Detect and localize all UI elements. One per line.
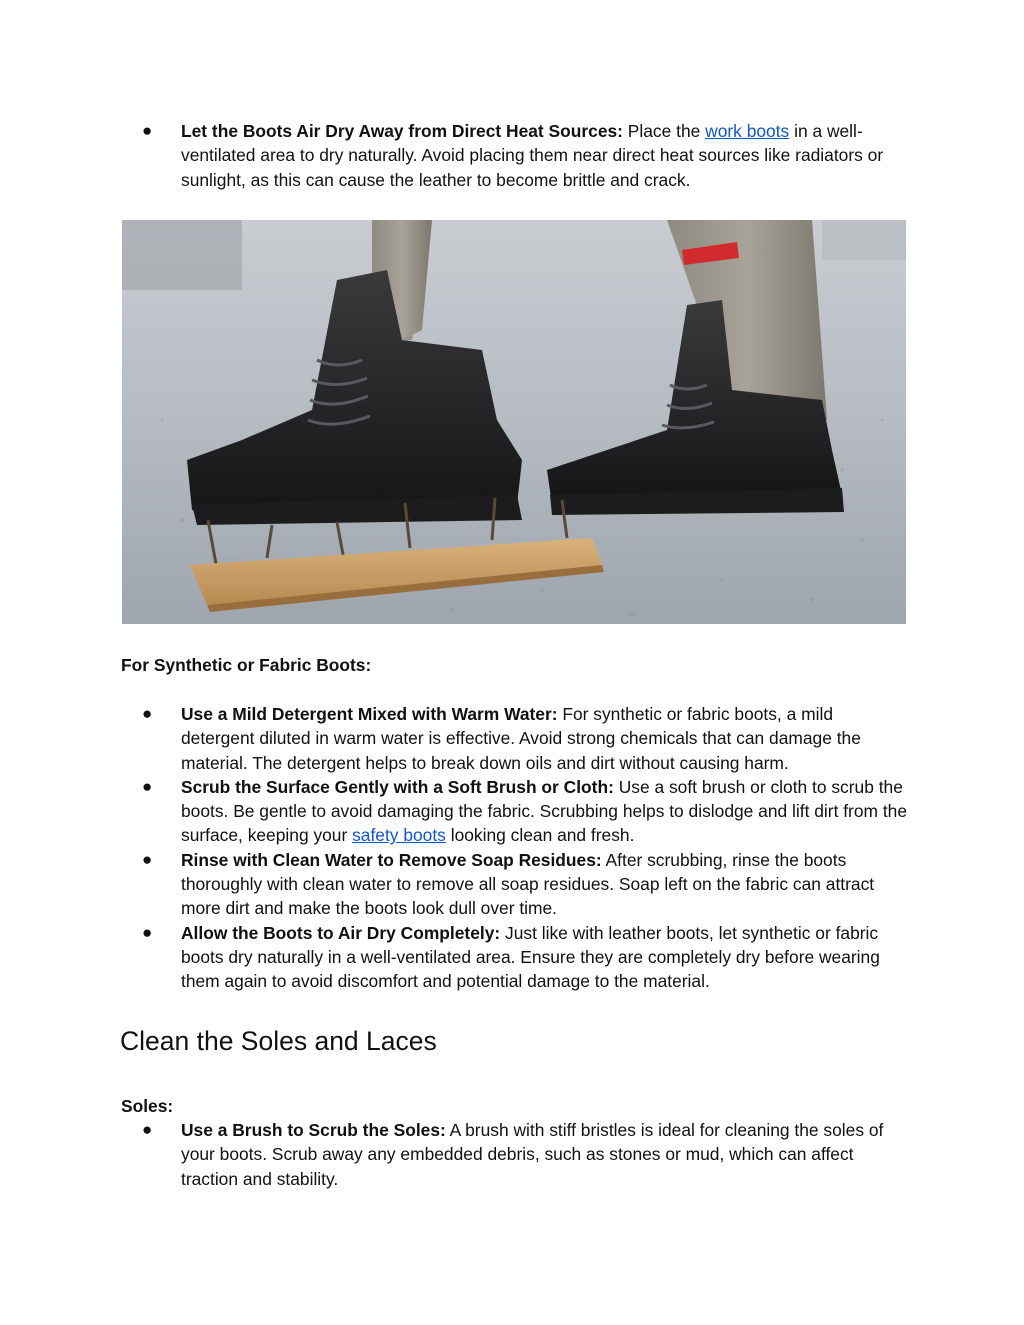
soles-heading: Soles: bbox=[121, 1096, 174, 1116]
bullet-icon: ● bbox=[142, 1120, 153, 1139]
item-text: in a well-ventilated area to dry naturally. Avoid placing them near direct heat sources like radiators or sunlight, as this can cause the leather to become brittle and crack. bbox=[181, 121, 884, 190]
item-title: Scrub the Surface Gently with a Soft Brush or Cloth: bbox=[181, 776, 614, 797]
boots-photo bbox=[122, 220, 906, 624]
synthetic-boots-heading: For Synthetic or Fabric Boots: bbox=[121, 655, 372, 675]
bullet-icon: ● bbox=[142, 849, 153, 869]
work-boots-link[interactable]: work boots bbox=[705, 121, 790, 141]
item-text: Use a soft brush or cloth to scrub the boots. Be gentle to avoid damaging the fabric. Scrubbing helps to dislodge and lift dirt from the surface, keeping your bbox=[181, 776, 908, 846]
item-title: Rinse with Clean Water to Remove Soap Residues: bbox=[181, 849, 602, 870]
bullet-icon: ● bbox=[142, 922, 153, 942]
list-item bbox=[121, 1118, 911, 1191]
item-title: Use a Brush to Scrub the Soles: bbox=[181, 1120, 446, 1140]
item-title: Let the Boots Air Dry Away from Direct Heat Sources: bbox=[181, 121, 623, 141]
list-item bbox=[121, 921, 911, 994]
item-title: Use a Mild Detergent Mixed with Warm Water: bbox=[181, 704, 558, 724]
item-text: looking clean and fresh. bbox=[445, 825, 635, 846]
bullet-icon: ● bbox=[142, 704, 153, 723]
list-item bbox=[121, 702, 911, 775]
list-item bbox=[121, 775, 911, 848]
bullet-icon: ● bbox=[142, 121, 153, 140]
list-item bbox=[121, 848, 911, 921]
synthetic-care-list bbox=[121, 702, 911, 994]
item-text: Just like with leather boots, let synthetic or fabric boots dry naturally in a well-ventilated area. Ensure they are completely dry before wearing them again to avoid discomfort and potential damage to the material. bbox=[181, 922, 880, 992]
safety-boots-link[interactable]: safety boots bbox=[352, 825, 446, 846]
boots-photo-icon bbox=[122, 220, 906, 624]
leather-care-list bbox=[121, 119, 911, 192]
soles-care-list bbox=[121, 1118, 911, 1191]
section-heading-soles-laces: Clean the Soles and Laces bbox=[120, 1026, 437, 1056]
list-item bbox=[121, 119, 911, 192]
bullet-icon: ● bbox=[142, 776, 153, 796]
item-text: A brush with stiff bristles is ideal for cleaning the soles of your boots. Scrub away any embedded debris, such as stones or mud, which can affect traction and stability. bbox=[181, 1120, 884, 1189]
item-text: For synthetic or fabric boots, a mild detergent diluted in warm water is effective. Avoid strong chemicals that can damage the material. The detergent helps to break down oils and dirt without causing harm. bbox=[181, 704, 861, 773]
item-title: Allow the Boots to Air Dry Completely: bbox=[181, 922, 501, 943]
item-text: After scrubbing, rinse the boots thoroughly with clean water to remove all soap residues. Soap left on the fabric can attract more dirt and make the boots look dull over time. bbox=[181, 849, 875, 919]
item-text: Place the bbox=[622, 121, 706, 141]
